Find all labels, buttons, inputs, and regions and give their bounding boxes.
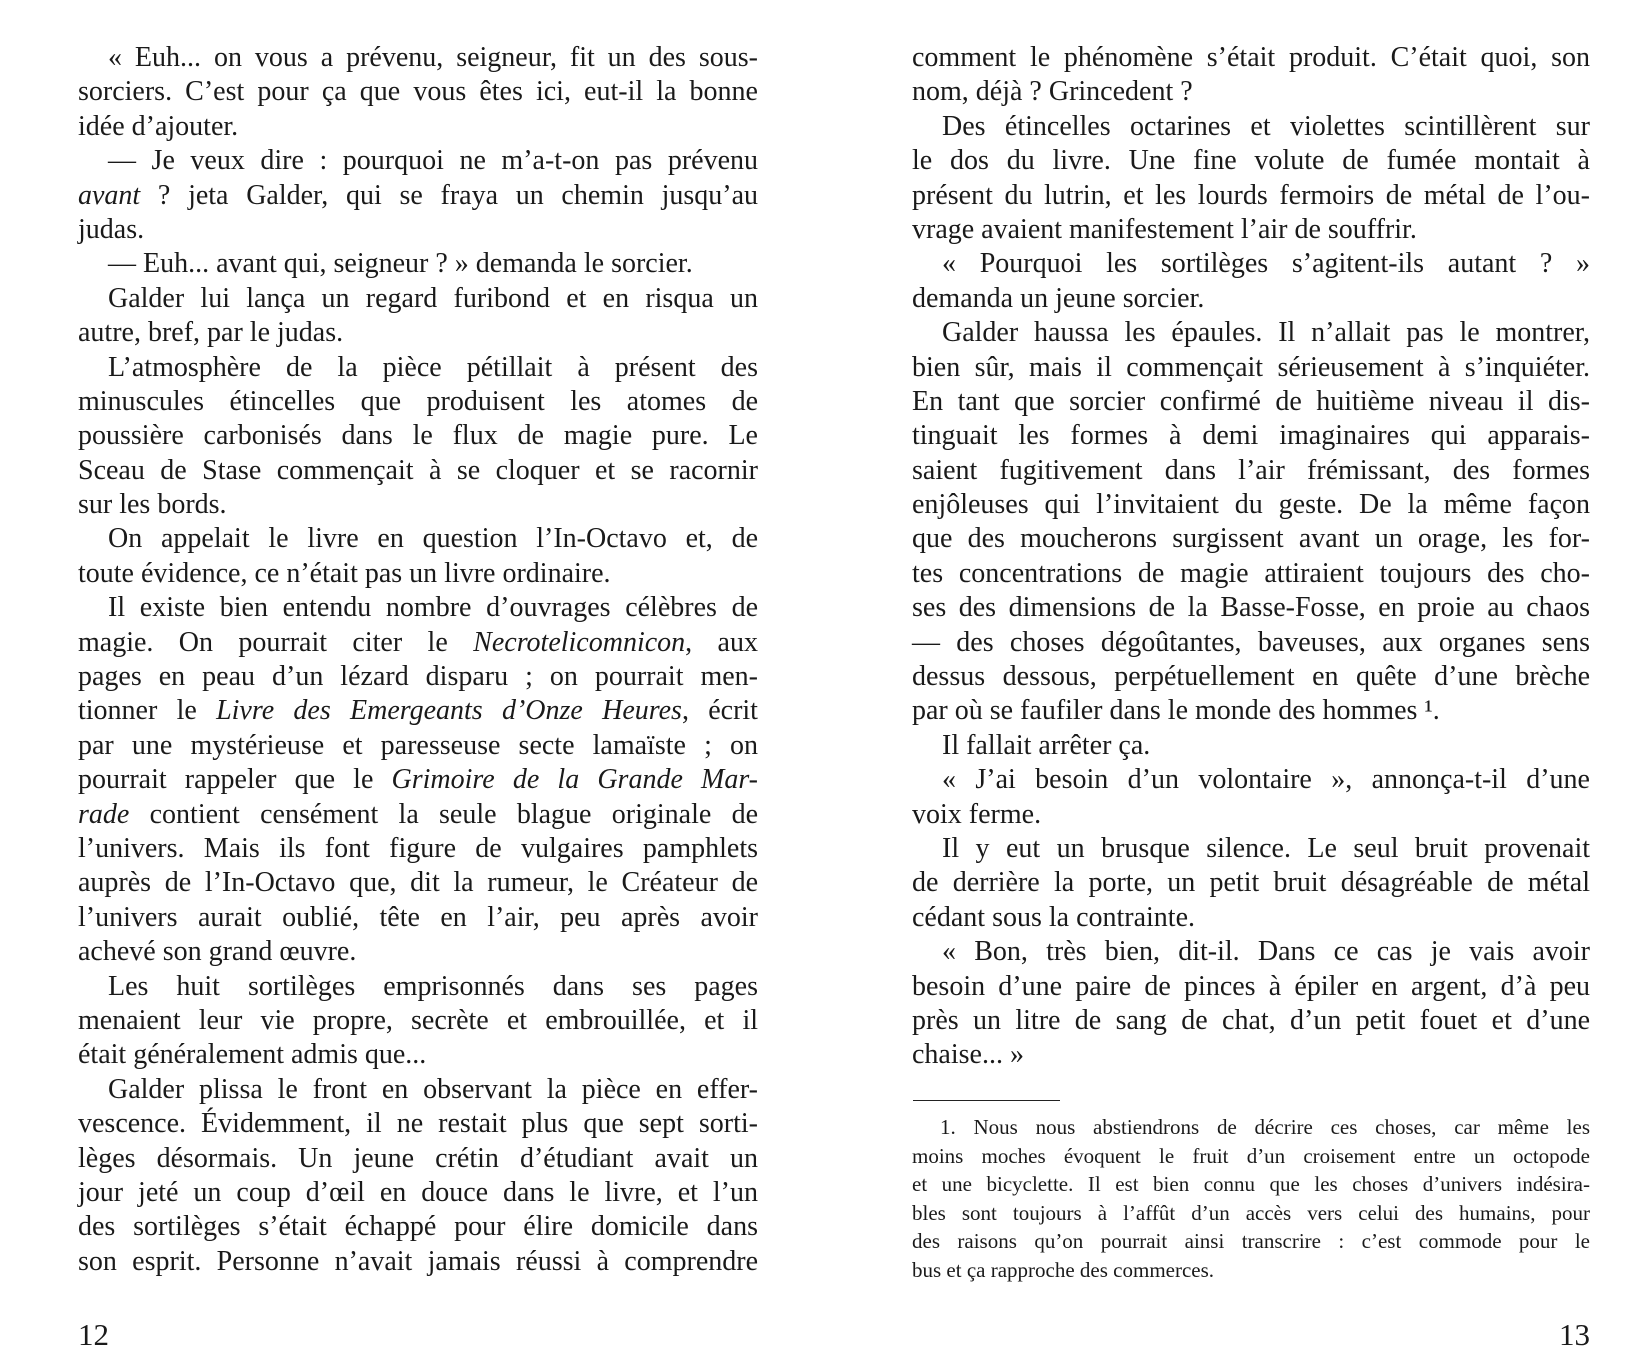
text-line: était généralement admis que... [78,1039,427,1071]
text-line: — des choses dégoûtantes, baveuses, aux organes sens [912,626,1590,658]
text-line: En tant que sorcier confirmé de huitième niveau il dis- [912,385,1590,417]
text-line: menaient leur vie propre, secrète et embrouillée, et il [78,1004,758,1036]
text-line: moins moches évoquent le fruit d’un croisement entre un octopode [912,1143,1590,1168]
text-line: sur les bords. [78,489,227,521]
italic-text: Necrotelicomnicon [473,626,686,658]
text-line: besoin d’une paire de pinces à épiler en argent, d’à peu [912,970,1590,1002]
text-line: par où se faufiler dans le monde des hommes ¹. [912,695,1440,727]
left-page-text [78,41,758,1279]
text-line: voix ferme. [912,798,1042,830]
text-line: dessus dessous, perpétuellement en quête d’une brèche [912,661,1590,693]
paragraph [78,41,758,144]
paragraph [78,282,758,351]
text-line: son esprit. Personne n’avait jamais réussi à comprendre [78,1245,758,1277]
text-line: chaise... » [912,1039,1024,1071]
italic-text: avant [78,179,141,211]
text-line: On appelait le livre en question l’In-Octavo et, de [108,523,758,555]
text-segment: pourrait rappeler que le [78,764,392,796]
text-line: le dos du livre. Une fine volute de fumée montait à [912,145,1590,177]
italic-text: rade [78,798,130,830]
page-number-right: 13 [1559,1317,1590,1352]
paragraph [78,351,758,523]
italic-text: Grimoire de la Grande Mar- [391,764,758,796]
text-line: vescence. Évidemment, il ne restait plus que sept sorti- [78,1108,758,1140]
text-line: achevé son grand œuvre. [78,936,357,968]
text-line: bus et ça rapproche des commerces. [912,1257,1215,1282]
text-line [78,179,758,213]
text-line: poussière carbonisés dans le flux de magie pure. Le [78,420,758,452]
paragraph [912,763,1590,832]
italic-text: Livre des Emergeants d’Onze Heures [216,695,682,727]
text-line: pages en peau d’un lézard disparu ; on pourrait men- [78,661,758,693]
paragraph [78,970,758,1073]
text-line: présent du lutrin, et les lourds fermoirs de métal de l’ou- [912,179,1590,211]
paragraph [912,832,1590,935]
text-segment: magie. On pourrait citer le [78,626,474,658]
text-line: de derrière la porte, un petit bruit désagréable de métal [912,867,1590,899]
text-line: demanda un jeune sorcier. [912,282,1205,314]
text-line: auprès de l’In-Octavo que, dit la rumeur, le Créateur de [78,867,758,899]
text-line: jour jeté un coup d’œil en douce dans le livre, et l’un [78,1176,758,1208]
text-line: lèges désormais. Un jeune crétin d’étudiant avait un [78,1142,758,1174]
text-line: Sceau de Stase commençait à se cloquer et se racornir [78,454,758,486]
text-line [78,694,758,728]
paragraph [912,247,1590,316]
text-line: « Pourquoi les sortilèges s’agitent-ils autant ? » [942,248,1590,280]
text-line: « Euh... on vous a prévenu, seigneur, fit un des sous- [108,42,758,73]
text-line: Il existe bien entendu nombre d’ouvrages célèbres de [108,592,758,624]
text-line: Les huit sortilèges emprisonnés dans ses pages [108,970,758,1002]
text-line: l’univers aurait oublié, tête en l’air, peu après avoir [78,901,758,933]
text-line: nom, déjà ? Grincedent ? [912,76,1193,108]
text-line: tinguait les formes à demi imaginaires qui apparais- [912,420,1590,452]
text-line: minuscules étincelles que produisent les atomes de [78,385,758,417]
text-line: ses des dimensions de la Basse-Fosse, en proie au chaos [912,592,1590,624]
text-line: — Je veux dire : pourquoi ne m’a-t-on pas prévenu [108,145,758,177]
text-line: toute évidence, ce n’était pas un livre ordinaire. [78,557,611,589]
text-line: « Bon, très bien, dit-il. Dans ce cas je vais avoir [942,936,1590,968]
text-segment: contient censément la seule blague originale de [129,798,758,830]
text-line: 1. Nous nous abstiendrons de décrire ces choses, car même les [940,1115,1590,1139]
text-line: saient fugitivement dans l’air frémissant, des formes [912,454,1590,486]
paragraph [912,729,1590,763]
footnote-divider [913,1100,1060,1101]
text-line: des sortilèges s’était échappé pour élire domicile dans [78,1211,758,1243]
text-line: comment le phénomène s’était produit. C’était quoi, son [912,42,1590,73]
text-line: l’univers. Mais ils font figure de vulgaires pamphlets [78,832,758,864]
paragraph [912,935,1590,1073]
text-line: bien sûr, mais il commençait sérieusement à s’inquiéter. [912,351,1590,383]
text-segment: tionner le [78,695,217,727]
text-line: sorciers. C’est pour ça que vous êtes ici, eut-il la bonne [78,76,758,108]
text-line: autre, bref, par le judas. [78,317,344,349]
paragraph [912,110,1590,248]
text-line [78,626,758,660]
footnote [912,1113,1590,1285]
text-segment: ? jeta Galder, qui se fraya un chemin jusqu’au [140,179,758,211]
text-line: près un litre de sang de chat, d’un petit fouet et d’une [912,1004,1590,1036]
text-line: tes concentrations de magie attiraient toujours des cho- [912,557,1590,589]
paragraph [912,316,1590,729]
paragraph [78,1073,758,1279]
text-line: bles sont toujours à l’affût d’un accès vers celui des humains, pour [912,1200,1590,1225]
text-line: Il fallait arrêter ça. [942,729,1151,761]
paragraph [78,591,758,969]
paragraph [912,41,1590,110]
text-line: Des étincelles octarines et violettes scintillèrent sur [942,110,1590,142]
text-line [78,798,758,832]
text-line: des raisons qu’on pourrait ainsi transcrire : c’est commode pour le [912,1229,1590,1254]
page-number-left: 12 [78,1317,109,1352]
paragraph [78,247,758,281]
text-line: par une mystérieuse et paresseuse secte lamaïste ; on [78,729,758,761]
text-line: Il y eut un brusque silence. Le seul bruit provenait [942,832,1590,864]
paragraph [78,522,758,591]
text-line: que des moucherons surgissent avant un orage, les for- [912,523,1590,555]
text-line [78,763,758,797]
text-line: « J’ai besoin d’un volontaire », annonça-t-il d’une [942,764,1590,796]
text-line: Galder plissa le front en observant la pièce en effer- [108,1073,758,1105]
right-page-text [912,41,1590,1073]
text-segment: , aux [685,626,758,658]
text-line: cédant sous la contrainte. [912,901,1196,933]
text-line: enjôleuses qui l’invitaient du geste. De la même façon [912,489,1590,521]
text-line: — Euh... avant qui, seigneur ? » demanda le sorcier. [108,248,693,280]
text-line: Galder haussa les épaules. Il n’allait pas le montrer, [942,317,1590,349]
text-line: et une bicyclette. Il est bien connu que les choses d’univers indésira- [912,1172,1590,1197]
text-line: Galder lui lança un regard furibond et en risqua un [108,282,758,314]
paragraph [78,144,758,247]
text-segment: , écrit [681,695,758,727]
text-line: idée d’ajouter. [78,110,239,142]
text-line: judas. [78,213,145,245]
text-line: L’atmosphère de la pièce pétillait à présent des [108,351,758,383]
text-line: vrage avaient manifestement l’air de souffrir. [912,213,1417,245]
